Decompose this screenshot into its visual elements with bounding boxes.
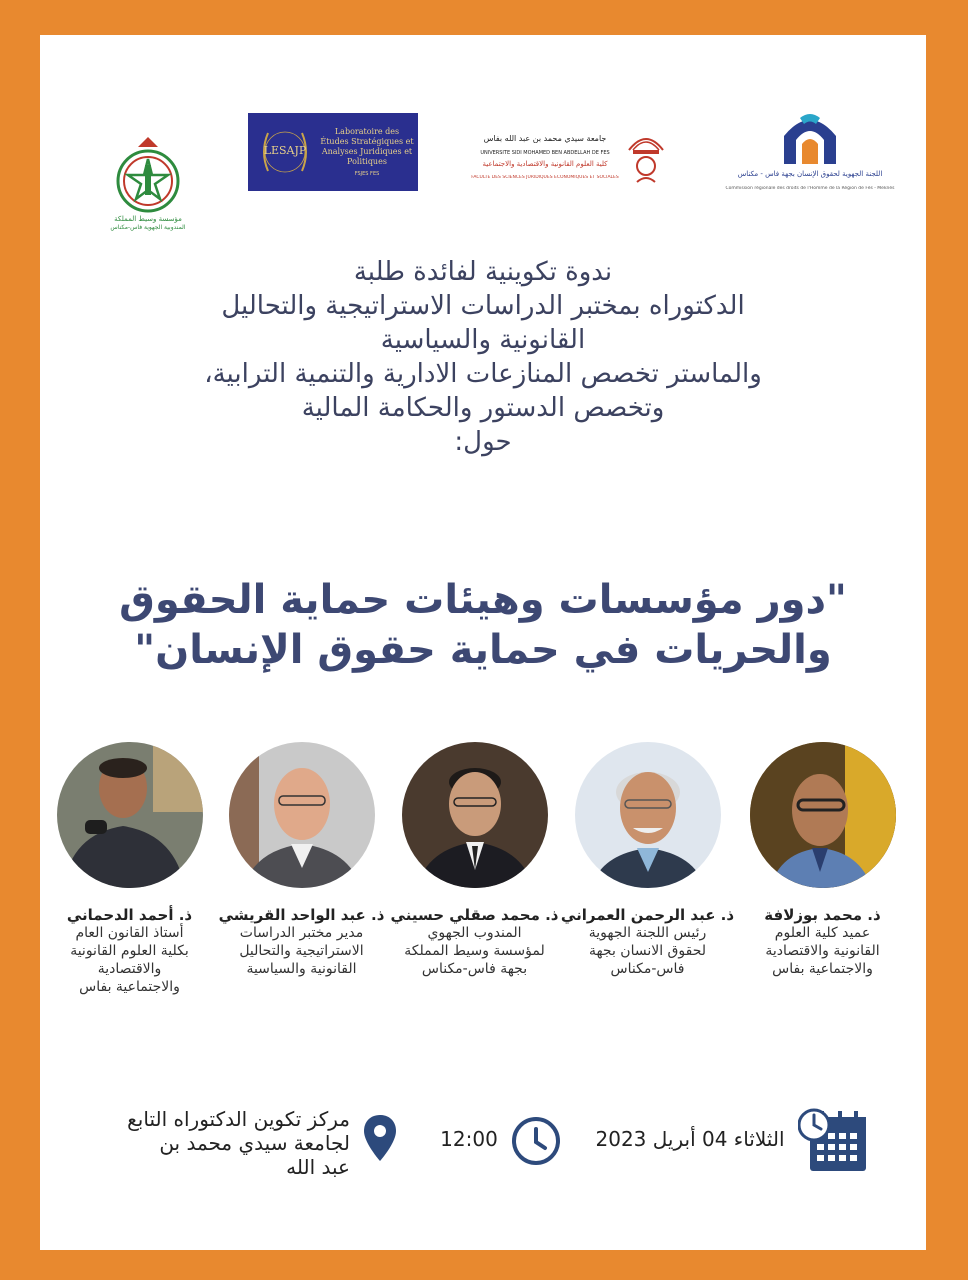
speaker-role-line: والاقتصادية	[97, 961, 162, 977]
speaker-card	[387, 742, 562, 978]
fsjes-name-fr: FACULTÉ DES SCIENCES JURIDIQUES ÉCONOMIQUES ET SOCIALES	[471, 175, 619, 180]
usmba-emblem-icon	[625, 128, 667, 188]
intro-line-4: والماستر تخصص المنازعات الادارية والتنمية الترابية،	[204, 359, 762, 389]
event-time: 12:00	[440, 1127, 498, 1151]
lesajp-logo	[248, 113, 418, 191]
intro-line-3: القانونية والسياسية	[380, 325, 586, 355]
intro-line-6: حول:	[454, 427, 512, 457]
speaker-photo	[402, 742, 548, 888]
crdh-name-fr: Commission régionale des droits de l'Homme de la Région de Fès - Meknès	[725, 186, 895, 191]
crdh-name-ar: اللجنة الجهوية لحقوق الإنسان بجهة فاس - مكناس	[737, 170, 883, 178]
usmba-name-ar: جامعة سيدي محمد بن عبد الله بفاس	[483, 134, 607, 143]
speaker-name: ذ. محمد صقلي حسيني	[390, 906, 559, 924]
lesajp-full: Laboratoire des Études Stratégiques et Analyses Juridiques et Politiques	[320, 127, 414, 166]
clock-icon	[510, 1115, 562, 1167]
location-line-2: لجامعة سيدي محمد بن	[159, 1131, 350, 1155]
event-date: الثلاثاء 04 أبريل 2023	[595, 1127, 785, 1151]
location-pin-icon	[362, 1113, 398, 1163]
crdh-logo	[725, 110, 895, 205]
crdh-emblem-icon	[780, 110, 840, 166]
logo-bar	[40, 110, 926, 240]
speaker-photo	[750, 742, 896, 888]
mediator-logo	[108, 135, 188, 230]
seminar-title	[70, 575, 896, 675]
seminar-intro	[100, 255, 866, 459]
speaker-role-line: عميد كلية العلوم	[774, 925, 871, 941]
speaker-name: ذ. عبد الواحد القريشي	[218, 906, 385, 924]
speaker-role-line: مدير مختبر الدراسات	[239, 925, 364, 941]
mediator-name: مؤسسة وسيط المملكة	[114, 215, 182, 223]
location-line-1: مركز تكوين الدكتوراه التابع	[127, 1107, 350, 1131]
speaker-role-line: بكلية العلوم القانونية	[70, 943, 189, 959]
speaker-role-line: رئيس اللجنة الجهوية	[588, 925, 707, 941]
speaker-photo	[575, 742, 721, 888]
lesajp-small: FSJES FES	[354, 171, 380, 177]
speaker-role-line: أستاذ القانون العام	[75, 925, 184, 941]
speaker-photo	[57, 742, 203, 888]
location-line-3: عبد الله	[286, 1155, 350, 1179]
speaker-card	[42, 742, 217, 996]
intro-line-5: وتخصص الدستور والحكامة المالية	[301, 393, 665, 423]
mediator-region: المندوبية الجهوية فاس-مكناس	[110, 224, 186, 231]
speaker-role-line: لحقوق الانسان بجهة	[588, 943, 707, 959]
poster	[40, 35, 926, 1250]
usmba-logo	[470, 120, 675, 215]
title-line-2: والحريات في حماية حقوق الإنسان"	[134, 627, 832, 673]
event-details	[40, 1095, 926, 1215]
speaker-name: ذ. عبد الرحمن العمراني	[560, 906, 735, 924]
lesajp-laurel-icon	[256, 123, 314, 181]
speaker-photo	[229, 742, 375, 888]
fsjes-name-ar: كلية العلوم القانونية والاقتصادية والاجتماعية	[482, 160, 608, 168]
title-line-1: "دور مؤسسات وهيئات حماية الحقوق	[119, 577, 847, 623]
speaker-card	[735, 742, 910, 978]
speaker-role-line: القانونية والسياسية	[246, 961, 357, 977]
calendar-clock-icon	[798, 1103, 870, 1173]
speaker-name: ذ. أحمد الدحماني	[66, 906, 193, 924]
event-location	[100, 1107, 350, 1179]
speakers-row	[50, 742, 916, 1032]
speaker-role-line: المندوب الجهوي	[427, 925, 522, 941]
usmba-name-fr: UNIVERSITÉ SIDI MOHAMED BEN ABDELLAH DE FES	[480, 150, 610, 156]
intro-line-2: الدكتوراه بمختبر الدراسات الاستراتيجية والتحاليل	[221, 291, 745, 321]
intro-line-1: ندوة تكوينية لفائدة طلبة	[353, 257, 613, 287]
speaker-role-line: الاستراتيجية والتحاليل	[239, 943, 364, 959]
speaker-role-line: فاس-مكناس	[610, 961, 685, 977]
speaker-card	[560, 742, 735, 978]
speaker-role-line: والاجتماعية بفاس	[772, 961, 873, 977]
lesajp-abbr: LESAJP	[263, 144, 307, 157]
speaker-role-line: والاجتماعية بفاس	[79, 979, 180, 995]
speaker-name: ذ. محمد بوزلافة	[764, 906, 881, 924]
speaker-role-line: القانونية والاقتصادية	[765, 943, 880, 959]
speaker-role-line: لمؤسسة وسيط المملكة	[404, 943, 545, 959]
speaker-card	[214, 742, 389, 978]
speaker-role-line: بجهة فاس-مكناس	[421, 961, 528, 977]
